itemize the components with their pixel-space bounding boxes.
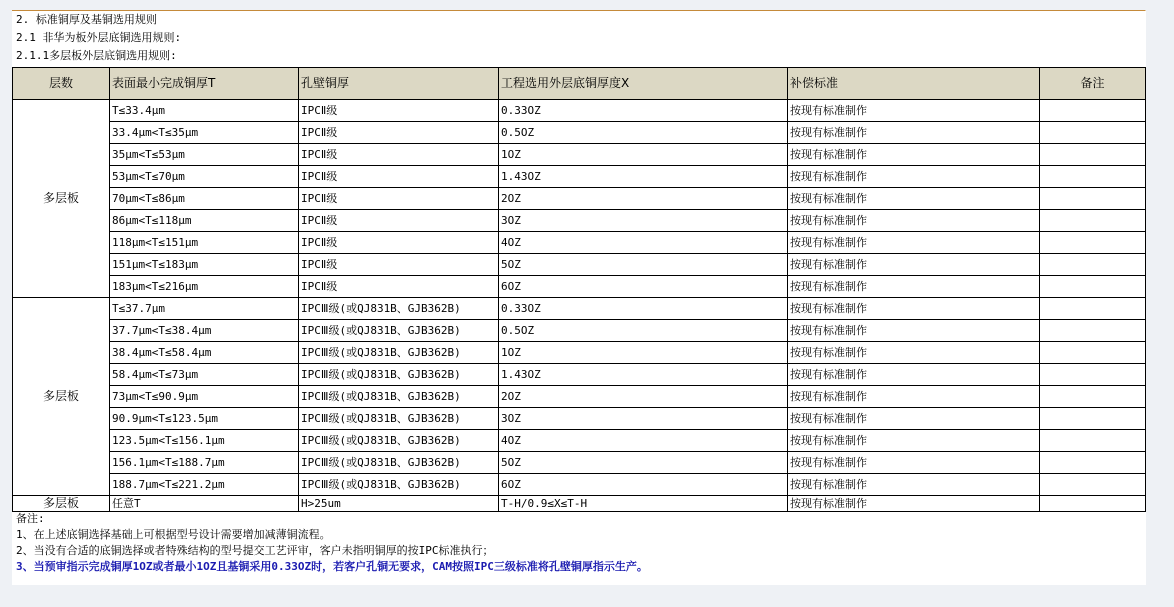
thickness-cell[interactable]: T≤37.7μm [110,298,299,320]
note-1: 1、在上述底铜选择基础上可根据型号设计需要增加减薄铜流程。 [16,528,331,541]
layer-type-cell[interactable]: 多层板 [13,496,110,512]
table-row [13,144,1146,166]
remarks-cell[interactable] [1040,166,1146,188]
compensation-cell[interactable]: 按现有标准制作 [788,276,1040,298]
remarks-cell[interactable] [1040,364,1146,386]
thickness-cell[interactable]: 70μm<T≤86μm [110,188,299,210]
compensation-cell[interactable]: 按现有标准制作 [788,342,1040,364]
hole-wall-cell[interactable]: IPCⅡ级 [299,210,499,232]
table-row [13,430,1146,452]
hole-wall-cell[interactable]: IPCⅢ级(或QJ831B、GJB362B) [299,320,499,342]
table-row [13,276,1146,298]
section-heading: 2. 标准铜厚及基铜选用规则 [16,13,157,26]
remarks-cell[interactable] [1040,254,1146,276]
compensation-cell[interactable]: 按现有标准制作 [788,320,1040,342]
base-copper-cell[interactable]: T-H/0.9≤X≤T-H [499,496,788,512]
subsubsection-heading: 2.1.1多层板外层底铜选用规则: [16,49,177,62]
thickness-cell[interactable]: 38.4μm<T≤58.4μm [110,342,299,364]
col-header-hole-wall[interactable]: 孔壁铜厚 [299,68,499,100]
table-row [13,342,1146,364]
remarks-cell[interactable] [1040,386,1146,408]
compensation-cell[interactable]: 按现有标准制作 [788,232,1040,254]
thickness-cell[interactable]: 任意T [110,496,299,512]
compensation-cell[interactable]: 按现有标准制作 [788,298,1040,320]
table-row [13,166,1146,188]
compensation-cell[interactable]: 按现有标准制作 [788,452,1040,474]
col-header-compensation[interactable]: 补偿标准 [788,68,1040,100]
thickness-cell[interactable]: 58.4μm<T≤73μm [110,364,299,386]
compensation-cell[interactable]: 按现有标准制作 [788,188,1040,210]
thickness-cell[interactable]: 183μm<T≤216μm [110,276,299,298]
compensation-cell[interactable]: 按现有标准制作 [788,166,1040,188]
thickness-cell[interactable]: T≤33.4μm [110,100,299,122]
base-copper-cell[interactable]: 3OZ [499,408,788,430]
table-row [13,364,1146,386]
hole-wall-cell[interactable]: IPCⅡ级 [299,232,499,254]
hole-wall-cell[interactable]: H>25um [299,496,499,512]
note-3: 3、当预审指示完成铜厚1OZ或者最小1OZ且基铜采用0.33OZ时，若客户孔铜无要求，CAM按照IPC三级标准将孔壁铜厚指示生产。 [16,560,648,573]
hole-wall-cell[interactable]: IPCⅢ级(或QJ831B、GJB362B) [299,298,499,320]
notes-title: 备注: [16,512,45,525]
remarks-cell[interactable] [1040,342,1146,364]
col-header-layers[interactable]: 层数 [13,68,110,100]
table-row [13,474,1146,496]
compensation-cell[interactable]: 按现有标准制作 [788,496,1040,512]
compensation-cell[interactable]: 按现有标准制作 [788,474,1040,496]
hole-wall-cell[interactable]: IPCⅢ级(或QJ831B、GJB362B) [299,430,499,452]
note-2: 2、当没有合适的底铜选择或者特殊结构的型号提交工艺评审，客户未指明铜厚的按IPC标准执行； [16,544,494,557]
table-row [13,320,1146,342]
col-header-thickness[interactable]: 表面最小完成铜厚T [110,68,299,100]
table-row [13,386,1146,408]
compensation-cell[interactable]: 按现有标准制作 [788,254,1040,276]
base-copper-cell[interactable]: 5OZ [499,254,788,276]
hole-wall-cell[interactable]: IPCⅡ级 [299,276,499,298]
remarks-cell[interactable] [1040,210,1146,232]
thickness-cell[interactable]: 53μm<T≤70μm [110,166,299,188]
base-copper-cell[interactable]: 4OZ [499,232,788,254]
layer-type-cell[interactable]: 多层板 [13,100,110,298]
thickness-cell[interactable]: 156.1μm<T≤188.7μm [110,452,299,474]
hole-wall-cell[interactable]: IPCⅢ级(或QJ831B、GJB362B) [299,474,499,496]
remarks-cell[interactable] [1040,188,1146,210]
base-copper-cell[interactable]: 4OZ [499,430,788,452]
thickness-cell[interactable]: 188.7μm<T≤221.2μm [110,474,299,496]
thickness-cell[interactable]: 73μm<T≤90.9μm [110,386,299,408]
hole-wall-cell[interactable]: IPCⅡ级 [299,188,499,210]
base-copper-cell[interactable]: 1.43OZ [499,166,788,188]
remarks-cell[interactable] [1040,408,1146,430]
remarks-cell[interactable] [1040,144,1146,166]
hole-wall-cell[interactable]: IPCⅡ级 [299,144,499,166]
hole-wall-cell[interactable]: IPCⅡ级 [299,254,499,276]
spreadsheet-sheet [12,10,1146,585]
base-copper-cell[interactable]: 0.5OZ [499,320,788,342]
table-row [13,100,1146,122]
remarks-cell[interactable] [1040,320,1146,342]
hole-wall-cell[interactable]: IPCⅢ级(或QJ831B、GJB362B) [299,386,499,408]
remarks-cell[interactable] [1040,276,1146,298]
table-row [13,452,1146,474]
thickness-cell[interactable]: 90.9μm<T≤123.5μm [110,408,299,430]
remarks-cell[interactable] [1040,122,1146,144]
compensation-cell[interactable]: 按现有标准制作 [788,100,1040,122]
hole-wall-cell[interactable]: IPCⅡ级 [299,166,499,188]
base-copper-cell[interactable]: 1OZ [499,144,788,166]
thickness-cell[interactable]: 118μm<T≤151μm [110,232,299,254]
table-row [13,232,1146,254]
hole-wall-cell[interactable]: IPCⅢ级(或QJ831B、GJB362B) [299,364,499,386]
remarks-cell[interactable] [1040,298,1146,320]
base-copper-cell[interactable]: 1OZ [499,342,788,364]
compensation-cell[interactable]: 按现有标准制作 [788,386,1040,408]
hole-wall-cell[interactable]: IPCⅡ级 [299,122,499,144]
remarks-cell[interactable] [1040,232,1146,254]
hole-wall-cell[interactable]: IPCⅢ级(或QJ831B、GJB362B) [299,452,499,474]
base-copper-cell[interactable]: 0.5OZ [499,122,788,144]
hole-wall-cell[interactable]: IPCⅢ级(或QJ831B、GJB362B) [299,408,499,430]
thickness-cell[interactable]: 123.5μm<T≤156.1μm [110,430,299,452]
table-row [13,188,1146,210]
base-copper-cell[interactable]: 3OZ [499,210,788,232]
compensation-cell[interactable]: 按现有标准制作 [788,430,1040,452]
notes-block [12,511,1145,575]
base-copper-cell[interactable]: 6OZ [499,276,788,298]
thickness-cell[interactable]: 33.4μm<T≤35μm [110,122,299,144]
table-row [13,496,1146,512]
table-row [13,408,1146,430]
remarks-cell[interactable] [1040,474,1146,496]
remarks-cell[interactable] [1040,452,1146,474]
compensation-cell[interactable]: 按现有标准制作 [788,144,1040,166]
remarks-cell[interactable] [1040,100,1146,122]
col-header-remarks[interactable]: 备注 [1040,68,1146,100]
table-row [13,298,1146,320]
table-row [13,254,1146,276]
base-copper-cell[interactable]: 0.33OZ [499,100,788,122]
compensation-cell[interactable]: 按现有标准制作 [788,210,1040,232]
compensation-cell[interactable]: 按现有标准制作 [788,364,1040,386]
remarks-cell[interactable] [1040,430,1146,452]
base-copper-cell[interactable]: 2OZ [499,386,788,408]
table-row [13,210,1146,232]
hole-wall-cell[interactable]: IPCⅢ级(或QJ831B、GJB362B) [299,342,499,364]
table-header-row [13,68,1146,100]
table-row [13,122,1146,144]
layer-type-cell[interactable]: 多层板 [13,298,110,496]
copper-rules-table [12,67,1146,512]
thickness-cell[interactable]: 86μm<T≤118μm [110,210,299,232]
col-header-base-copper[interactable]: 工程选用外层底铜厚度X [499,68,788,100]
base-copper-cell[interactable]: 0.33OZ [499,298,788,320]
base-copper-cell[interactable]: 5OZ [499,452,788,474]
compensation-cell[interactable]: 按现有标准制作 [788,122,1040,144]
remarks-cell[interactable] [1040,496,1146,512]
base-copper-cell[interactable]: 1.43OZ [499,364,788,386]
base-copper-cell[interactable]: 6OZ [499,474,788,496]
base-copper-cell[interactable]: 2OZ [499,188,788,210]
thickness-cell[interactable]: 151μm<T≤183μm [110,254,299,276]
thickness-cell[interactable]: 35μm<T≤53μm [110,144,299,166]
compensation-cell[interactable]: 按现有标准制作 [788,408,1040,430]
thickness-cell[interactable]: 37.7μm<T≤38.4μm [110,320,299,342]
hole-wall-cell[interactable]: IPCⅡ级 [299,100,499,122]
subsection-heading: 2.1 非华为板外层底铜选用规则: [16,31,182,44]
